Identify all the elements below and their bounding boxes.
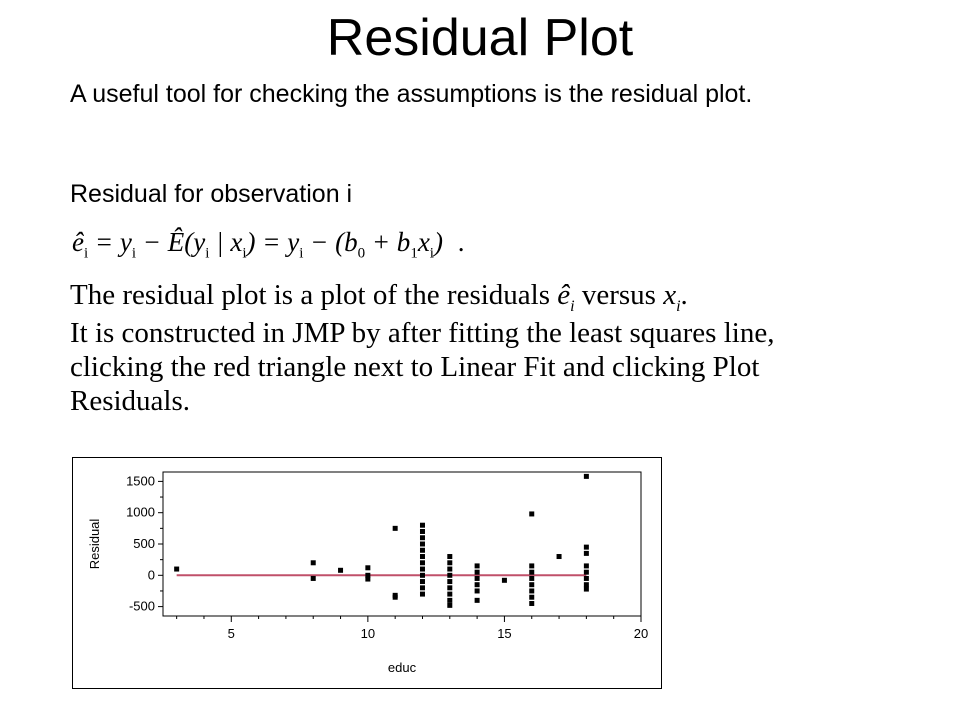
sentence-x-sub: i	[676, 297, 681, 315]
y-tick-label: -500	[128, 598, 155, 614]
jmp-instructions: It is constructed in JMP by after fitting the least squares line, clicking the red triangle next to Linear Fit and clicking Plot Residuals.	[70, 317, 775, 417]
x-tick-label: 10	[360, 626, 376, 641]
slide-title: Residual Plot	[326, 9, 634, 67]
data-point	[393, 526, 398, 531]
data-point	[584, 563, 589, 568]
data-point	[529, 576, 534, 581]
data-point	[584, 576, 589, 581]
data-point	[584, 474, 589, 479]
data-point	[584, 587, 589, 592]
data-point	[420, 554, 425, 559]
data-point	[420, 548, 425, 553]
data-point	[420, 535, 425, 540]
data-point	[338, 568, 343, 573]
x-tick-label: 5	[227, 626, 235, 641]
sentence-part: The residual plot is a plot of the residuals	[70, 279, 558, 311]
eq-sub: i	[83, 245, 89, 262]
eq-sub: i	[429, 245, 434, 262]
sentence-e-sub: i	[570, 297, 575, 315]
chart-points	[174, 474, 589, 608]
data-point	[420, 567, 425, 572]
y-tick-label: 0	[147, 567, 155, 583]
data-point	[529, 563, 534, 568]
eq-lhs: ê	[72, 227, 84, 257]
data-point	[529, 588, 534, 593]
eq-part: | x	[209, 227, 243, 257]
data-point	[584, 570, 589, 575]
plot-frame	[72, 457, 662, 689]
sentence-e-symbol: ê	[557, 279, 571, 311]
data-point	[311, 560, 316, 565]
data-point	[420, 573, 425, 578]
sentence-x-symbol: x	[663, 279, 677, 311]
data-point	[420, 585, 425, 590]
data-point	[174, 567, 179, 572]
data-point	[475, 588, 480, 593]
eq-part: x	[417, 227, 430, 257]
data-point	[584, 551, 589, 556]
x-tick-label: 15	[497, 626, 512, 641]
eq-sub: i	[242, 245, 247, 262]
data-point	[447, 585, 452, 590]
eq-part: − (b	[303, 227, 358, 257]
data-point	[475, 598, 480, 603]
data-point	[502, 578, 507, 583]
sentence-part: versus	[574, 279, 664, 311]
data-point	[529, 570, 534, 575]
data-point	[365, 577, 370, 582]
data-point	[447, 573, 452, 578]
data-point	[447, 579, 452, 584]
data-point	[529, 511, 534, 516]
x-tick-label: 20	[633, 626, 649, 641]
eq-sub: i	[299, 245, 304, 262]
chart-axes	[163, 472, 641, 616]
eq-part: − Ê(y	[136, 227, 206, 257]
data-point	[557, 554, 562, 559]
data-point	[475, 582, 480, 587]
data-point	[420, 523, 425, 528]
eq-part: = y	[88, 227, 132, 257]
data-point	[420, 579, 425, 584]
data-point	[529, 601, 534, 606]
data-point	[584, 545, 589, 550]
eq-part: ) = y	[246, 227, 300, 257]
data-point	[420, 592, 425, 597]
data-point	[529, 595, 534, 600]
data-point	[475, 563, 480, 568]
eq-sub: 0	[357, 245, 366, 262]
x-axis-label: educ	[387, 660, 417, 675]
eq-sub: 1	[410, 245, 418, 262]
eq-sub: i	[131, 245, 137, 262]
eq-sub: i	[205, 245, 210, 262]
data-point	[447, 567, 452, 572]
eq-part: )	[433, 227, 443, 257]
data-point	[420, 529, 425, 534]
data-point	[447, 592, 452, 597]
y-axis-label: Residual	[87, 518, 102, 570]
sentence-part: .	[680, 279, 688, 311]
data-point	[529, 582, 534, 587]
data-point	[420, 560, 425, 565]
plot-area-border	[163, 472, 641, 616]
y-tick-label: 500	[133, 536, 155, 551]
data-point	[420, 542, 425, 547]
data-point	[475, 576, 480, 581]
residual-heading: Residual for observation i	[70, 180, 353, 208]
data-point	[447, 560, 452, 565]
y-tick-label: 1500	[126, 473, 155, 489]
data-point	[584, 582, 589, 587]
data-point	[447, 554, 452, 559]
data-point	[365, 565, 370, 570]
data-point	[447, 598, 452, 603]
intro-text: A useful tool for checking the assumptions is the residual plot.	[70, 80, 753, 108]
data-point	[475, 570, 480, 575]
residual-equation	[72, 224, 464, 271]
eq-part: + b	[365, 227, 411, 257]
data-point	[447, 603, 452, 608]
eq-period: .	[457, 227, 465, 257]
data-point	[311, 576, 316, 581]
y-tick-label: 1000	[126, 504, 155, 520]
residual-scatter-chart	[73, 458, 661, 688]
data-point	[393, 595, 398, 600]
